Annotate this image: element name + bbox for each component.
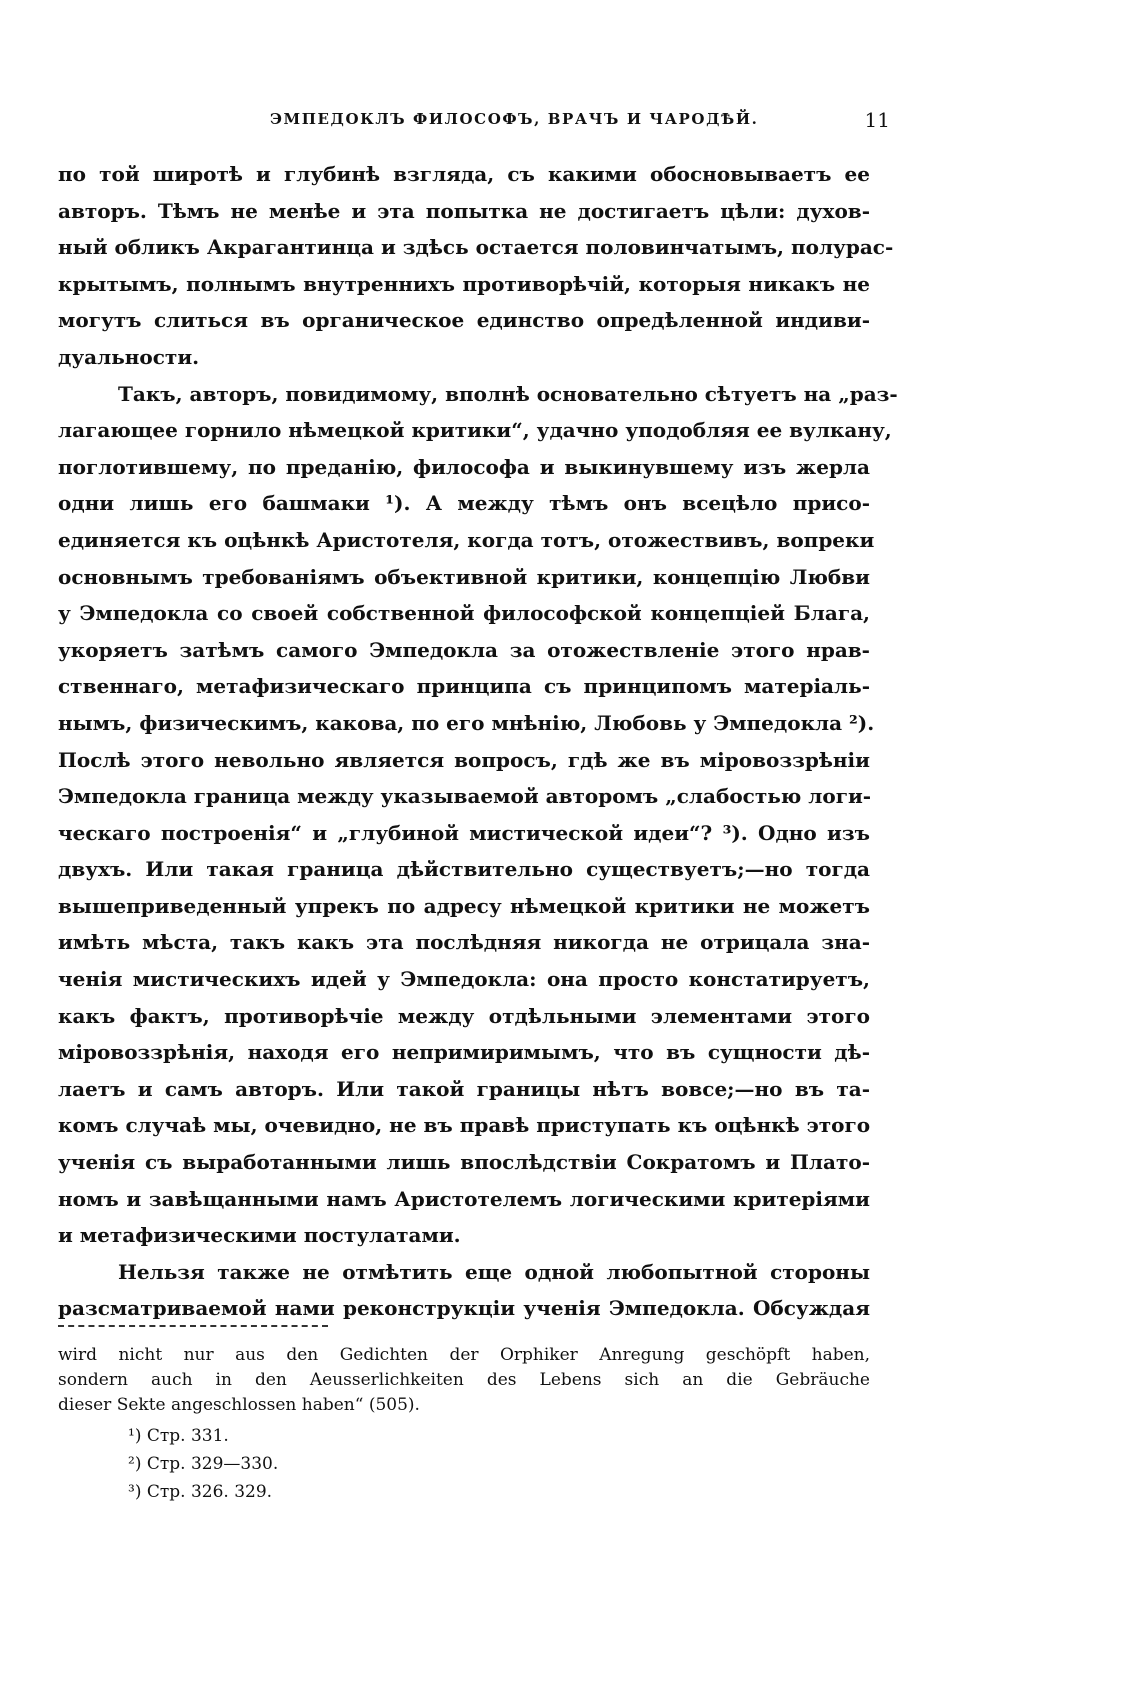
text-line: ченія мистическихъ идей у Эмпедокла: она просто констатируетъ, xyxy=(58,967,870,992)
text-line: дуальности. xyxy=(58,344,200,369)
text-line: и метафизическими постулатами. xyxy=(58,1223,461,1248)
text-line: авторъ. Тѣмъ не менѣе и эта попытка не достигаетъ цѣли: духов- xyxy=(58,198,870,223)
text-line: могутъ слиться въ органическое единство опредѣленной индиви- xyxy=(58,308,870,333)
text-line: номъ и завѣщанными намъ Аристотелемъ логическими критеріями xyxy=(58,1186,870,1211)
footnote-ref: ²) Стр. 329—330. xyxy=(128,1454,279,1474)
text-line: укоряетъ затѣмъ самого Эмпедокла за отожествленіе этого нрав- xyxy=(58,637,870,662)
text-line: ный обликъ Акрагантинца и здѣсь остается половинчатымъ, полурас- xyxy=(58,235,894,260)
text-line: имѣть мѣста, такъ какъ эта послѣдняя никогда не отрицала зна- xyxy=(58,930,870,955)
footnote-line: dieser Sekte angeschlossen haben“ (505). xyxy=(58,1395,420,1415)
text-line: міровоззрѣнія, находя его непримиримымъ, что въ сущности дѣ- xyxy=(58,1040,870,1065)
text-line: Такъ, авторъ, повидимому, вполнѣ основательно сѣтуетъ на „раз- xyxy=(118,381,898,406)
page-number: 11 xyxy=(864,108,890,132)
text-line: лаетъ и самъ авторъ. Или такой границы нѣтъ вовсе;—но въ та- xyxy=(58,1076,870,1101)
footnote-line: sondern auch in den Aeusserlichkeiten des Lebens sich an die Gebräuche xyxy=(58,1370,870,1390)
text-line: лагающее горнило нѣмецкой критики“, удачно уподобляя ее вулкану, xyxy=(58,418,892,443)
text-line: комъ случаѣ мы, очевидно, не въ правѣ приступать къ оцѣнкѣ этого xyxy=(58,1113,871,1138)
text-line: одни лишь его башмаки ¹). А между тѣмъ онъ всецѣло присо- xyxy=(58,491,870,516)
text-line: ственнаго, метафизическаго принципа съ принципомъ матеріаль- xyxy=(58,674,870,699)
text-line: нымъ, физическимъ, какова, по его мнѣнію, Любовь у Эмпедокла ²). xyxy=(58,710,875,735)
text-line: Нельзя также не отмѣтить еще одной любопытной стороны xyxy=(118,1259,870,1284)
text-line: Эмпедокла граница между указываемой авторомъ „слабостью логи- xyxy=(58,784,872,809)
text-line: поглотившему, по преданію, философа и выкинувшему изъ жерла xyxy=(58,454,870,479)
text-line: вышеприведенный упрекъ по адресу нѣмецкой критики не можетъ xyxy=(58,893,870,918)
footnote-ref: ¹) Стр. 331. xyxy=(128,1426,229,1446)
text-line: разсматриваемой нами реконструкціи ученія Эмпедокла. Обсуждая xyxy=(58,1296,870,1321)
text-line: ученія съ выработанными лишь впослѣдствіи Сократомъ и Плато- xyxy=(58,1150,870,1175)
text-line: Послѣ этого невольно является вопросъ, гдѣ же въ міровоззрѣніи xyxy=(58,747,870,772)
body-text xyxy=(58,156,898,1327)
text-line: какъ фактъ, противорѣчіе между отдѣльными элементами этого xyxy=(58,1003,870,1028)
footnote-line: wird nicht nur aus den Gedichten der Orphiker Anregung geschöpft haben, xyxy=(58,1345,870,1365)
text-line: двухъ. Или такая граница дѣйствительно существуетъ;—но тогда xyxy=(58,857,870,882)
footnote-rule xyxy=(58,1325,328,1327)
footnotes xyxy=(58,1325,870,1506)
text-line: ческаго построенія“ и „глубиной мистической идеи“? ³). Одно изъ xyxy=(58,820,870,845)
text-line: единяется къ оцѣнкѣ Аристотеля, когда тотъ, отожествивъ, вопреки xyxy=(58,527,875,552)
text-line: основнымъ требованіямъ объективной критики, концепцію Любви xyxy=(58,564,870,589)
footnote-ref: ³) Стр. 326. 329. xyxy=(128,1482,273,1502)
text-line: у Эмпедокла со своей собственной философской концепціей Блага, xyxy=(58,601,870,626)
text-line: крытымъ, полнымъ внутреннихъ противорѣчій, которыя никакъ не xyxy=(58,271,870,296)
running-title: ЭМПЕДОКЛЪ ФИЛОСОФЪ, ВРАЧЪ И ЧАРОДѢЙ. xyxy=(270,110,759,128)
footnote-refs xyxy=(58,1422,870,1506)
text-line: по той широтѣ и глубинѣ взгляда, съ какими обосновываетъ ее xyxy=(58,162,870,186)
running-header xyxy=(270,110,890,140)
